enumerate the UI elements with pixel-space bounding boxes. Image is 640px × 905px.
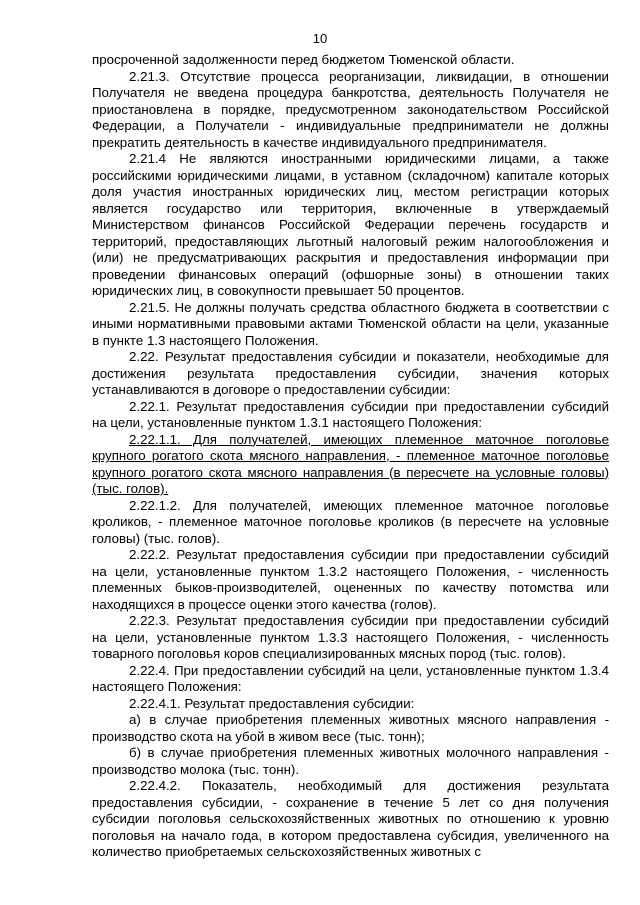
paragraph-2-22-4-1: 2.22.4.1. Результат предоставления субсидии: [129,695,415,711]
paragraph-overdue-debt: просроченной задолженности перед бюджетом Тюменской области. [92,52,515,67]
paragraph-2-22-1-2: 2.22.1.2. Для получателей, имеющих племенное маточное поголовье кроликов, - племенное маточное поголовье кроликов (в пересчете на условные головы) (тыс. голов). [92,497,609,546]
paragraph-2-22-1: 2.22.1. Результат предоставления субсидии при предоставлении субсидий на цели, установленные пунктом 1.3.1 настоящего Положения: [92,398,609,430]
paragraph-2-22-3: 2.22.3. Результат предоставления субсидии при предоставлении субсидий на цели, установленные пунктом 1.3.3 настоящего Положения, - численность товарного поголовья коров специализированных мясных пород (тыс. голов). [92,613,609,661]
paragraph-2-21-5: 2.21.5. Не должны получать средства областного бюджета в соответствии с иными нормативными правовыми актами Тюменской области на цели, указанные в пункте 1.3 настоящего Положения. [92,299,609,348]
paragraph-2-21-4: 2.21.4 Не являются иностранными юридическими лицами, а также российскими юридическими лицами, в уставном (складочном) капитале которых доля участия иностранных юридических лиц, местом регистрации которых является государство или территория, включенные в утверждаемый Министерством финансов Российской Федерации перечень государств и территорий, предоставляющих льготный налоговый режим налогообложения и (или) не предусматривающих раскрытия и предоставления информации при проведении финансовых операций (офшорные зоны) в отношении таких юридических лиц, в совокупности превышает 50 процентов. [92,151,609,298]
paragraph-2-22-4: 2.22.4. При предоставлении субсидий на цели, установленные пунктом 1.3.4 настоящего Положения: [92,662,609,694]
paragraph-2-22-4-2: 2.22.4.2. Показатель, необходимый для достижения результата предоставления субсидии, - сохранение в течение 5 лет со дня получения субсидии поголовья сельскохозяйственных животных по отношению к уровню поголовья на начало года, в котором предоставлена субсидия, увеличенного на количество приобретаемых сельскохозяйственных животных с [92,778,609,859]
paragraph-item-a: а) в случае приобретения племенных животных мясного направления - производство скота на убой в живом весе (тыс. тонн); [92,712,609,744]
document-body [92,52,609,861]
page-number: 10 [312,31,328,46]
paragraph-item-b: б) в случае приобретения племенных животных молочного направления - производство молока (тыс. тонн). [92,745,609,777]
paragraph-2-21-3: 2.21.3. Отсутствие процесса реорганизации, ликвидации, в отношении Получателя не введена процедура банкротства, деятельность Получателя не приостановлена в порядке, предусмотренном законодательством Российской Федерации, а Получатели - индивидуальные предприниматели не должны прекратить деятельность в качестве индивидуального предпринимателя. [92,68,609,150]
paragraph-2-22-1-1: 2.22.1.1. Для получателей, имеющих племенное маточное поголовье крупного рогатого скота мясного направления, - племенное маточное поголовье крупного рогатого скота мясного направления (в пересчете на условные головы) (тыс. голов). [92,431,609,496]
paragraph-2-22: 2.22. Результат предоставления субсидии и показатели, необходимые для достижения результата предоставления субсидии, значения которых устанавливаются в договоре о предоставлении субсидии: [92,349,609,397]
paragraph-2-22-2: 2.22.2. Результат предоставления субсидии при предоставлении субсидий на цели, установленные пунктом 1.3.2 настоящего Положения, - численность племенных быков-производителей, оцененных по качеству потомства или находящихся в процессе оценки этого качества (голов). [92,547,609,612]
